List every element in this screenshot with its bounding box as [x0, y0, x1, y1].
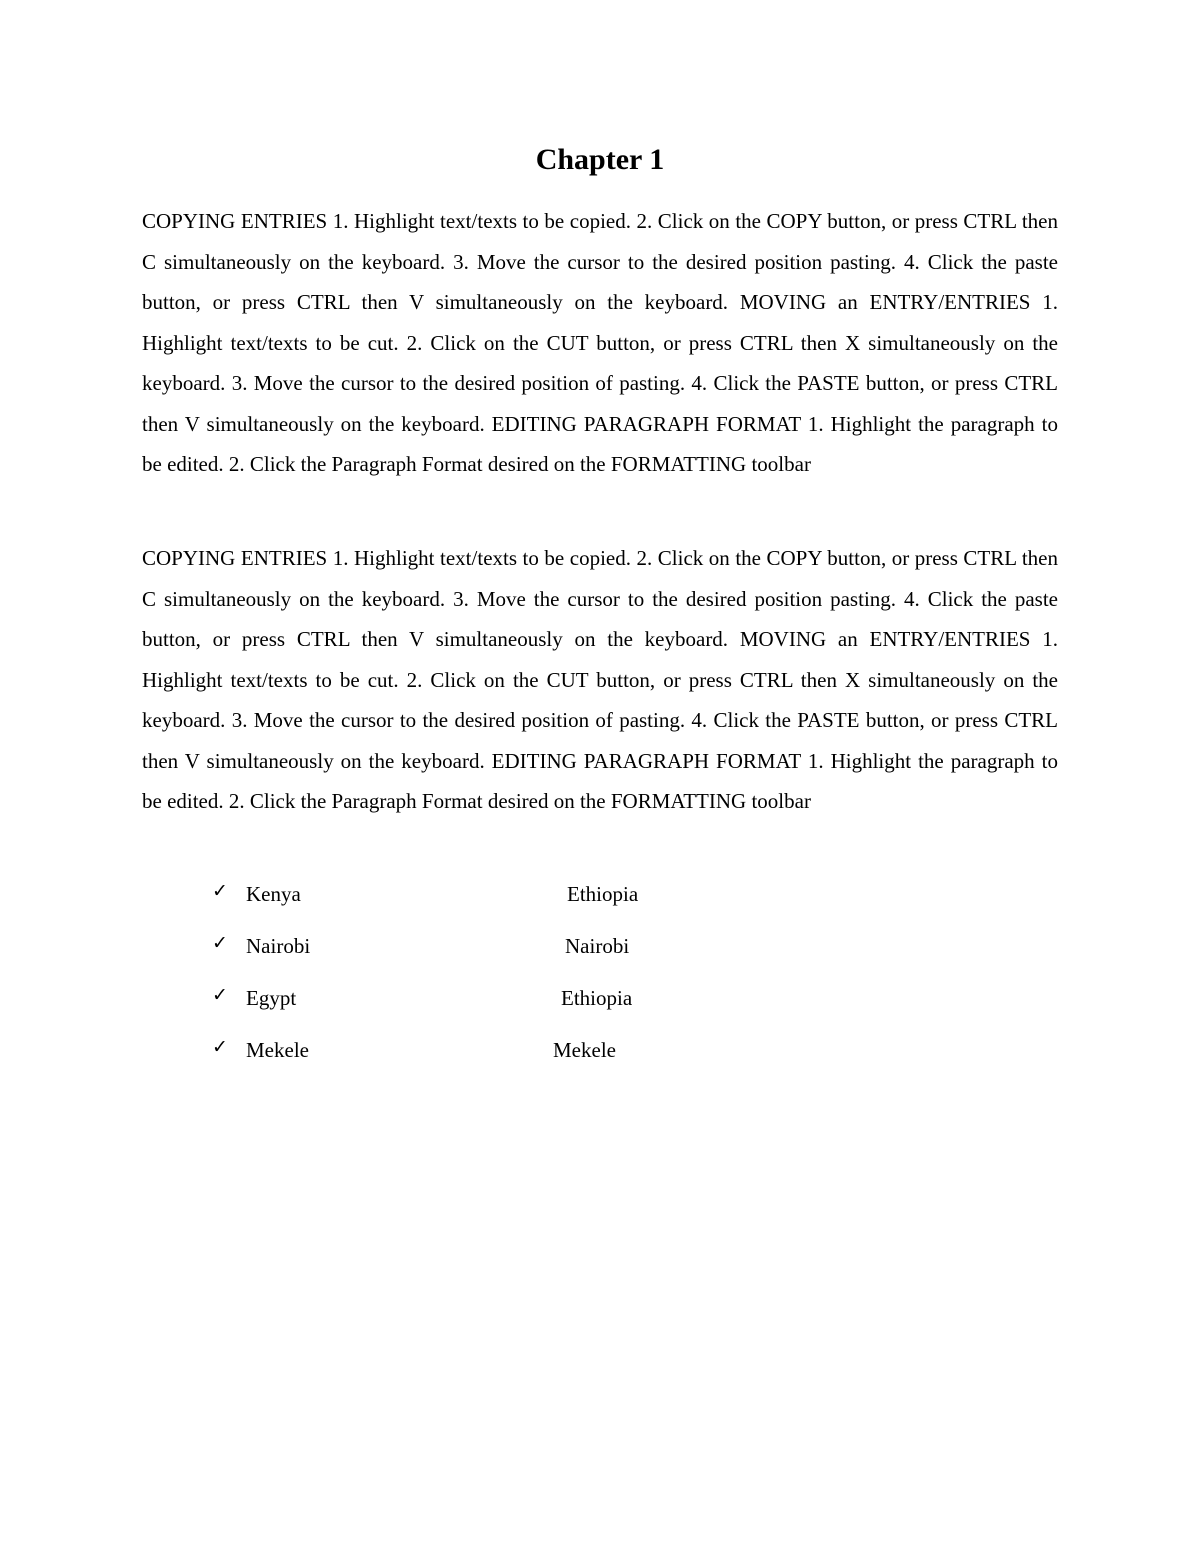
list-item	[212, 926, 812, 978]
list-item-left: Kenya	[246, 882, 301, 906]
list-item	[212, 1030, 812, 1082]
checkmark-icon: ✓	[212, 932, 228, 954]
list-item-right: Ethiopia	[567, 882, 639, 906]
list-item-right: Nairobi	[565, 934, 630, 958]
list-item-left: Egypt	[246, 986, 297, 1010]
body-paragraph: COPYING ENTRIES 1. Highlight text/texts to be copied. 2. Click on the COPY button, or press CTRL then C simultaneously on the keyboard. 3. Move the cursor to the desired position pasting. 4. Click the paste button, or press CTRL then V simultaneously on the keyboard. MOVING an ENTRY/ENTRIES 1. Highlight text/texts to be cut. 2. Click on the CUT button, or press CTRL then X simultaneously on the keyboard. 3. Move the cursor to the desired position of pasting. 4. Click the PASTE button, or press CTRL then V simultaneously on the keyboard. EDITING PARAGRAPH FORMAT 1. Highlight the paragraph to be edited. 2. Click the Paragraph Format desired on the FORMATTING toolbar	[142, 209, 1058, 476]
checkmark-icon: ✓	[212, 984, 228, 1006]
list-item-left: Mekele	[246, 1038, 309, 1062]
page-title: Chapter 1	[535, 143, 665, 176]
list-item	[212, 874, 812, 926]
checkmark-icon: ✓	[212, 1036, 228, 1058]
list-item-right: Mekele	[553, 1038, 616, 1062]
body-paragraph: COPYING ENTRIES 1. Highlight text/texts to be copied. 2. Click on the COPY button, or press CTRL then C simultaneously on the keyboard. 3. Move the cursor to the desired position pasting. 4. Click the paste button, or press CTRL then V simultaneously on the keyboard. MOVING an ENTRY/ENTRIES 1. Highlight text/texts to be cut. 2. Click on the CUT button, or press CTRL then X simultaneously on the keyboard. 3. Move the cursor to the desired position of pasting. 4. Click the PASTE button, or press CTRL then V simultaneously on the keyboard. EDITING PARAGRAPH FORMAT 1. Highlight the paragraph to be edited. 2. Click the Paragraph Format desired on the FORMATTING toolbar	[142, 546, 1058, 813]
check-list	[212, 874, 812, 1082]
list-item	[212, 978, 812, 1030]
checkmark-icon: ✓	[212, 880, 228, 902]
list-item-right: Ethiopia	[561, 986, 633, 1010]
list-item-left: Nairobi	[246, 934, 311, 958]
